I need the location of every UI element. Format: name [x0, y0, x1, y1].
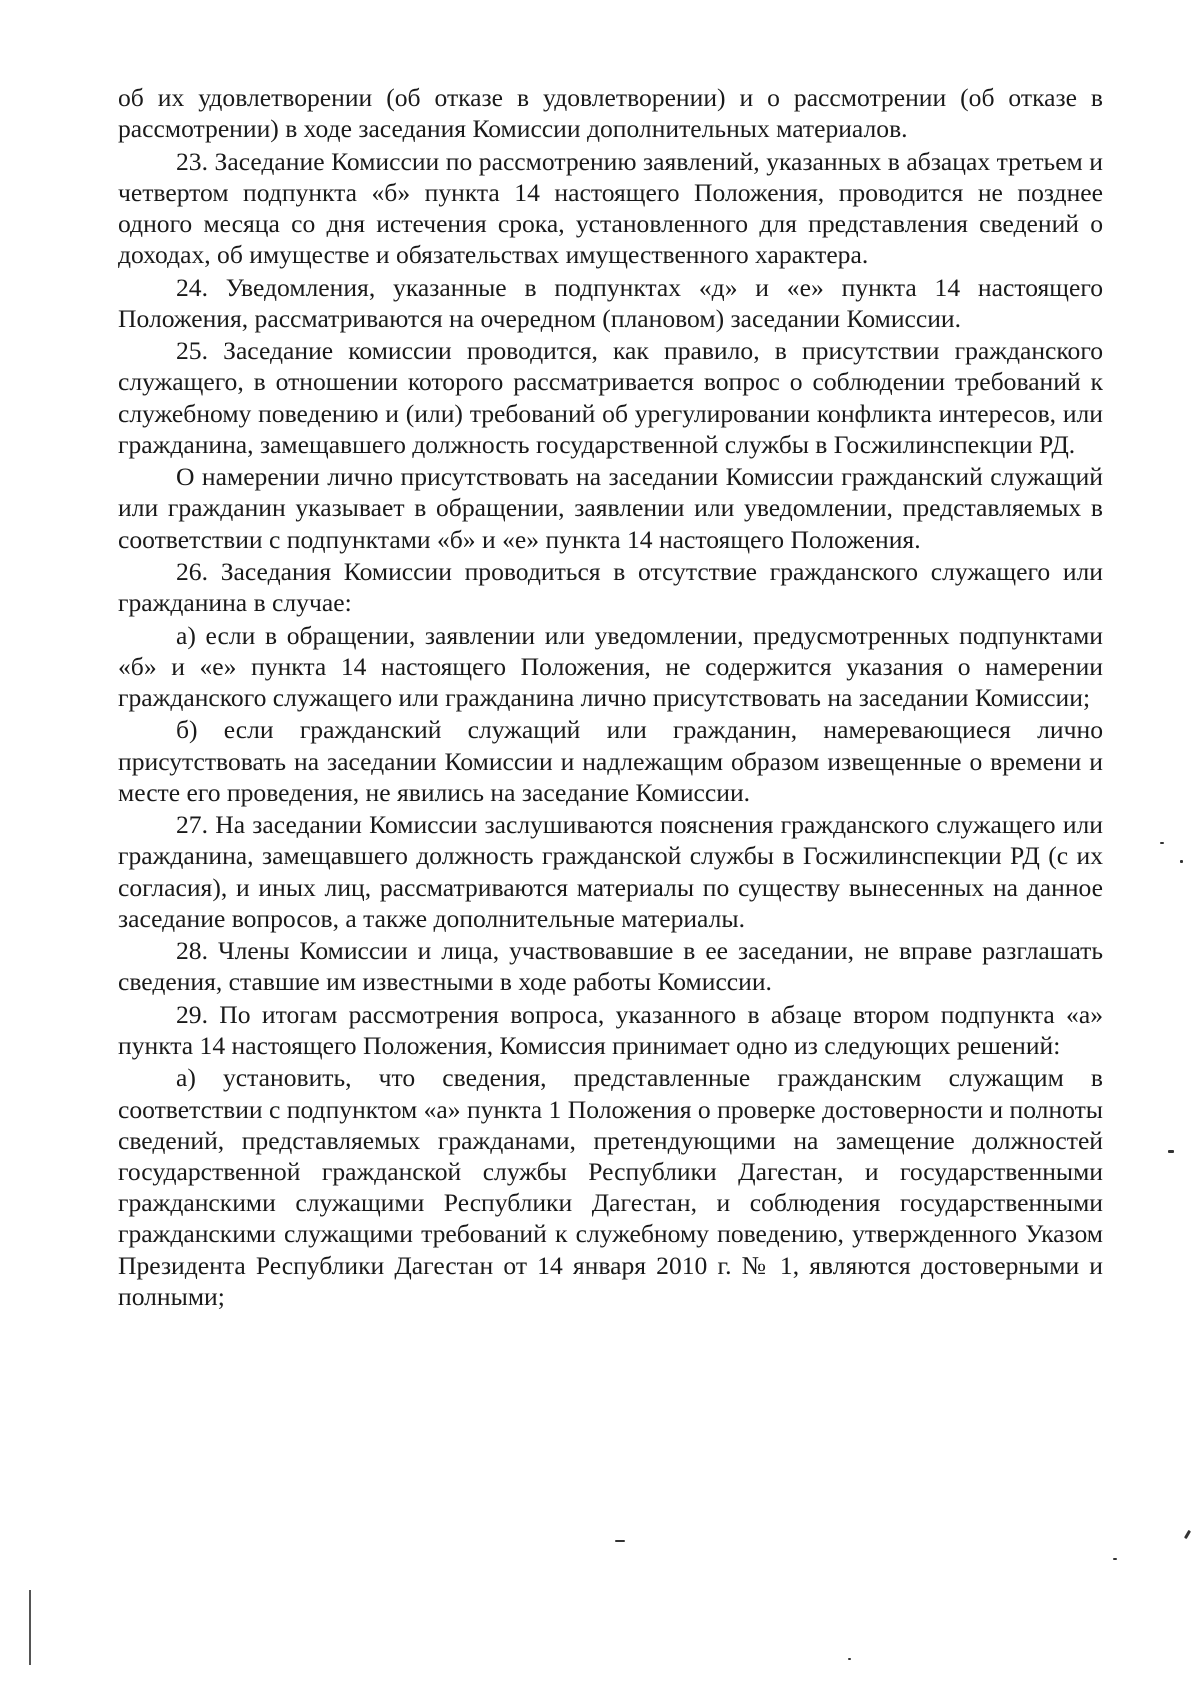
document-body	[118, 82, 1103, 1312]
scan-speck	[1113, 1558, 1117, 1560]
scan-speck	[1180, 860, 1183, 863]
scan-speck	[1160, 842, 1164, 844]
scan-speck	[615, 1540, 625, 1542]
paragraph-27: 27. На заседании Комиссии заслушиваются пояснения гражданского служащего или гражданина, замещавшего должность гражданской службы в Госжилинспекции РД (с их согласия), и иных лиц, рассматриваются материалы по существу вынесенных на данное заседание вопросов, а также дополнительные материалы.	[118, 810, 1103, 933]
paragraph-29-a: а) установить, что сведения, представленные гражданским служащим в соответствии с подпунктом «а» пункта 1 Положения о проверке достоверности и полноты сведений, представляемых гражданами, претендующими на замещение должностей государственной гражданской службы Республики Дагестан, и государственными гражданскими служащими Республики Дагестан, и соблюдения государственными гражданскими служащими требований к служебному поведению, утвержденного Указом Президента Республики Дагестан от 14 января 2010 г. № 1, являются достоверными и полными;	[118, 1063, 1103, 1311]
paragraph-26: 26. Заседания Комиссии проводиться в отсутствие гражданского служащего или гражданина в случае:	[118, 556, 1103, 618]
paragraph-29: 29. По итогам рассмотрения вопроса, указанного в абзаце втором подпункта «а» пункта 14 настоящего Положения, Комиссия принимает одно из следующих решений:	[118, 999, 1103, 1060]
paragraph-28: 28. Члены Комиссии и лица, участвовавшие в ее заседании, не вправе разглашать сведения, ставшие им известными в ходе работы Комиссии.	[118, 936, 1103, 997]
scan-speck	[1184, 1530, 1191, 1539]
paragraph-25: 25. Заседание комиссии проводится, как правило, в присутствии гражданского служащего, в отношении которого рассматривается вопрос о соблюдении требований к служебному поведению и (или) требований об урегулировании конфликта интересов, или гражданина, замещавшего должность государственной службы в Госжилинспекции РД.	[118, 336, 1103, 459]
paragraph-intro: об их удовлетворении (об отказе в удовлетворении) и о рассмотрении (об отказе в рассмотрении) в ходе заседания Комиссии дополнительных материалов.	[118, 83, 1103, 144]
paragraph-26-b: б) если гражданский служащий или гражданин, намеревающиеся лично присутствовать на заседании Комиссии и надлежащим образом извещенные о времени и месте его проведения, не явились на заседание Комиссии.	[118, 715, 1103, 807]
scan-speck	[848, 1658, 851, 1660]
paragraph-24: 24. Уведомления, указанные в подпунктах «д» и «е» пункта 14 настоящего Положения, рассматриваются на очередном (плановом) заседании Комиссии.	[118, 272, 1103, 333]
scan-edge-line	[29, 1590, 31, 1665]
scan-speck	[1168, 1150, 1174, 1153]
paragraph-25-intent: О намерении лично присутствовать на заседании Комиссии гражданский служащий или гражданин указывает в обращении, заявлении или уведомлении, представляемых в соответствии с подпунктами «б» и «е» пункта 14 настоящего Положения.	[118, 462, 1103, 554]
paragraph-23: 23. Заседание Комиссии по рассмотрению заявлений, указанных в абзацах третьем и четвертом подпункта «б» пункта 14 настоящего Положения, проводится не позднее одного месяца со дня истечения срока, установленного для представления сведений о доходах, об имуществе и обязательствах имущественного характера.	[118, 146, 1103, 270]
paragraph-26-a: а) если в обращении, заявлении или уведомлении, предусмотренных подпунктами «б» и «е» пункта 14 настоящего Положения, не содержится указания о намерении гражданского служащего или гражданина лично присутствовать на заседании Комиссии;	[118, 620, 1103, 712]
